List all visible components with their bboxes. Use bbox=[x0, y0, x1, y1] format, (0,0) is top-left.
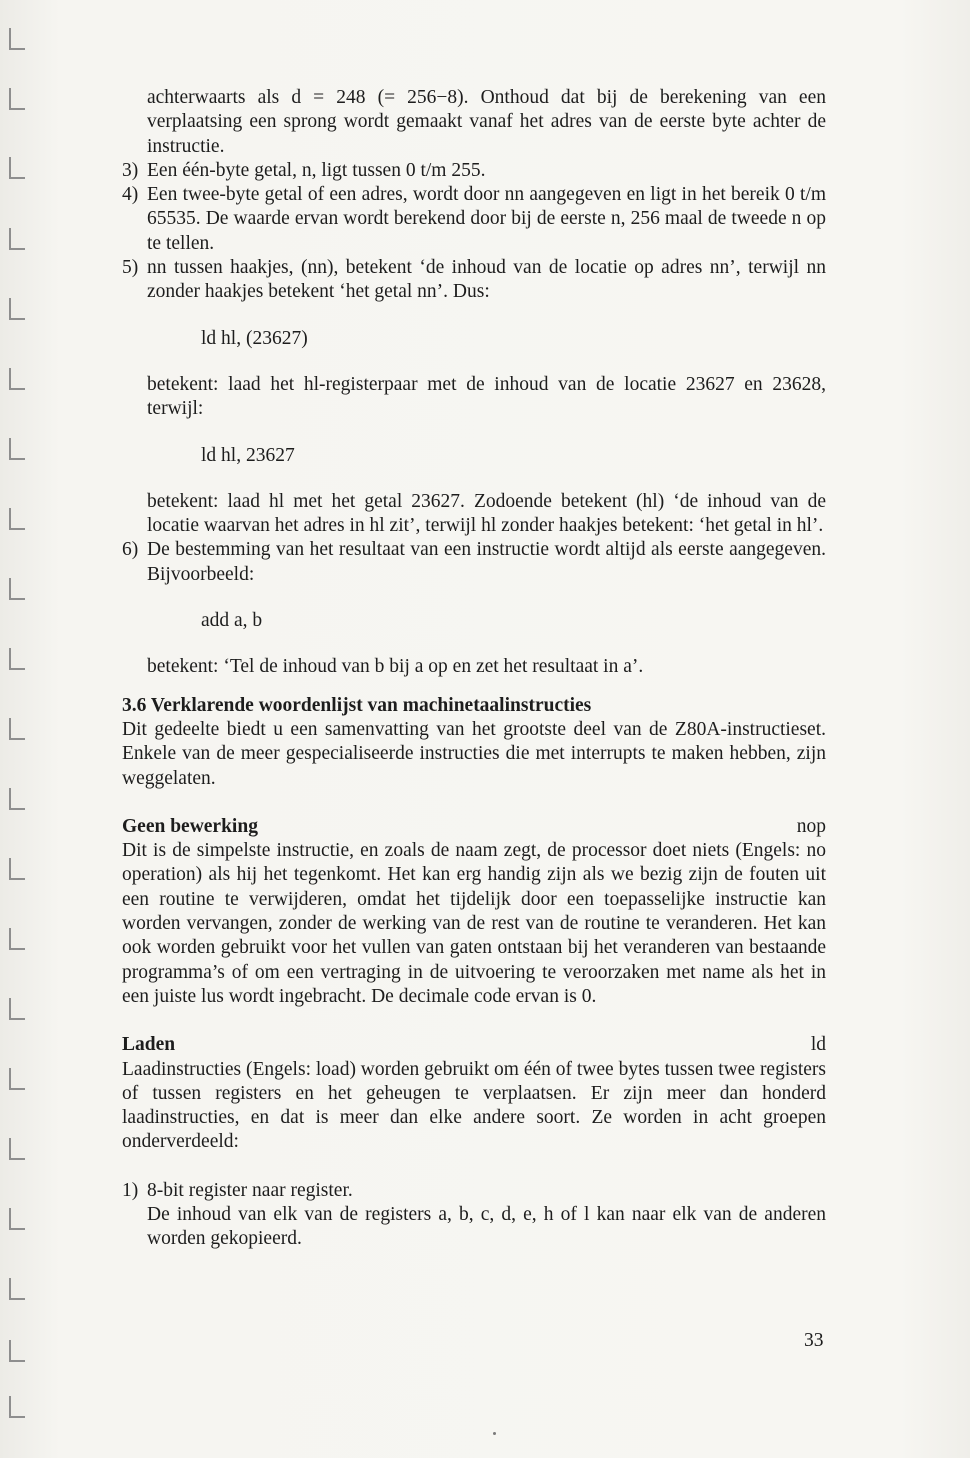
instruction-heading bbox=[122, 815, 826, 839]
item-number: 3) bbox=[122, 159, 139, 181]
explanation-text: betekent: ‘Tel de inhoud van b bij a op en zet het resultaat in a’. bbox=[147, 656, 644, 678]
item-text: 8-bit register naar register. bbox=[147, 1179, 353, 1201]
explanation-text: betekent: laad hl met het getal 23627. Zodoende betekent (hl) ‘de inhoud van de locatie waarvan het adres in hl zit’, terwijl hl zonder haakjes betekent: ‘het getal in hl’. bbox=[147, 490, 826, 537]
binding-mark bbox=[9, 1396, 25, 1418]
item-text: Een één-byte getal, n, ligt tussen 0 t/m 255. bbox=[147, 159, 486, 181]
binding-mark bbox=[9, 998, 25, 1020]
binding-mark bbox=[9, 1208, 25, 1230]
intro-text: achterwaarts als d = 248 (= 256−8). Onthoud dat bij de berekening van een verplaatsing een sprong wordt gemaakt vanaf het adres van de eerste byte achter de instructie. bbox=[147, 87, 826, 157]
section-title: 3.6 Verklarende woordenlijst van machinetaalinstructies bbox=[122, 694, 592, 716]
binding-mark bbox=[9, 508, 25, 530]
binding-mark bbox=[9, 28, 25, 50]
binding-mark bbox=[9, 1340, 25, 1362]
instruction-name: Laden bbox=[122, 1034, 176, 1056]
spiral-binding bbox=[0, 0, 40, 1458]
binding-mark bbox=[9, 1068, 25, 1090]
code-example: ld hl, (23627) bbox=[201, 327, 308, 349]
instruction-description: Laadinstructies (Engels: load) worden gebruikt om één of twee bytes tussen twee registers of tussen registers en het geheugen te verplaatsen. Er zijn meer dan honderd laadinstructies, en dat is meer dan elke andere soort. Ze worden in acht groepen onderverdeeld: bbox=[122, 1058, 826, 1153]
instruction-mnemonic: ld bbox=[810, 1034, 826, 1056]
item-number: 6) bbox=[122, 539, 139, 561]
binding-mark bbox=[9, 578, 25, 600]
list-item bbox=[122, 1179, 826, 1203]
item-text: Een twee-byte getal of een adres, wordt door nn aangegeven en ligt in het bereik 0 t/m 65535. De waarde ervan wordt berekend door bij de eerste n, 256 maal de tweede n op te tellen. bbox=[147, 184, 826, 254]
page-content bbox=[122, 86, 826, 1252]
item-number: 4) bbox=[122, 184, 139, 206]
binding-mark bbox=[9, 228, 25, 250]
binding-mark bbox=[9, 157, 25, 179]
binding-mark bbox=[9, 858, 25, 880]
instruction-mnemonic: nop bbox=[796, 815, 826, 837]
binding-mark bbox=[9, 438, 25, 460]
binding-mark bbox=[9, 1278, 25, 1300]
explanation-text: betekent: laad het hl-registerpaar met de inhoud van de locatie 23627 en 23628, terwijl: bbox=[147, 373, 826, 420]
list-item bbox=[122, 159, 826, 183]
code-example: ld hl, 23627 bbox=[201, 444, 295, 466]
instruction-name: Geen bewerking bbox=[122, 815, 258, 837]
page-number: 33 bbox=[804, 1330, 824, 1351]
binding-mark bbox=[9, 88, 25, 110]
item-number: 1) bbox=[122, 1179, 139, 1201]
instruction-description: Dit is de simpelste instructie, en zoals de naam zegt, de processor doet niets (Engels: no operation) als hij het tegenkomt. Het kan erg handig zijn als we bezig zijn de fouten uit een routine te verwijderen, omdat het tijdelijk door een toepasselijke instructie kan worden vervangen, zonder de werking van de rest van de routine te veranderen. Het kan ook worden gebruikt voor het vullen van gaten ontstaan bij het veranderen van bestaande programma’s of om een vertraging in de uitvoering te veroorzaken met name als het in een juiste lus wordt ingebracht. De decimale code ervan is 0. bbox=[122, 840, 826, 1007]
list-item bbox=[122, 538, 826, 587]
code-example: add a, b bbox=[201, 610, 263, 632]
page-speck bbox=[493, 1432, 496, 1435]
instruction-heading bbox=[122, 1033, 826, 1057]
list-item bbox=[122, 256, 826, 305]
list-item bbox=[122, 183, 826, 256]
binding-mark bbox=[9, 298, 25, 320]
item-text: De bestemming van het resultaat van een instructie wordt altijd als eerste aangegeven. Bijvoorbeeld: bbox=[147, 539, 826, 585]
item-number: 5) bbox=[122, 257, 139, 279]
binding-mark bbox=[9, 1138, 25, 1160]
binding-mark bbox=[9, 788, 25, 810]
item-text: nn tussen haakjes, (nn), betekent ‘de inhoud van de locatie op adres nn’, terwijl nn zonder haakjes betekent ‘het getal nn’. Dus: bbox=[147, 257, 826, 303]
binding-mark bbox=[9, 368, 25, 390]
section-text: Dit gedeelte biedt u een samenvatting van het grootste deel van de Z80A-instructieset. Enkele van de meer gespecialiseerde instructies die met interrupts te maken hebben, zijn weggelaten. bbox=[122, 718, 826, 789]
group-description: De inhoud van elk van de registers a, b, c, d, e, h of l kan naar elk van de anderen worden gekopieerd. bbox=[147, 1203, 826, 1250]
binding-mark bbox=[9, 928, 25, 950]
binding-mark bbox=[9, 648, 25, 670]
binding-mark bbox=[9, 718, 25, 740]
